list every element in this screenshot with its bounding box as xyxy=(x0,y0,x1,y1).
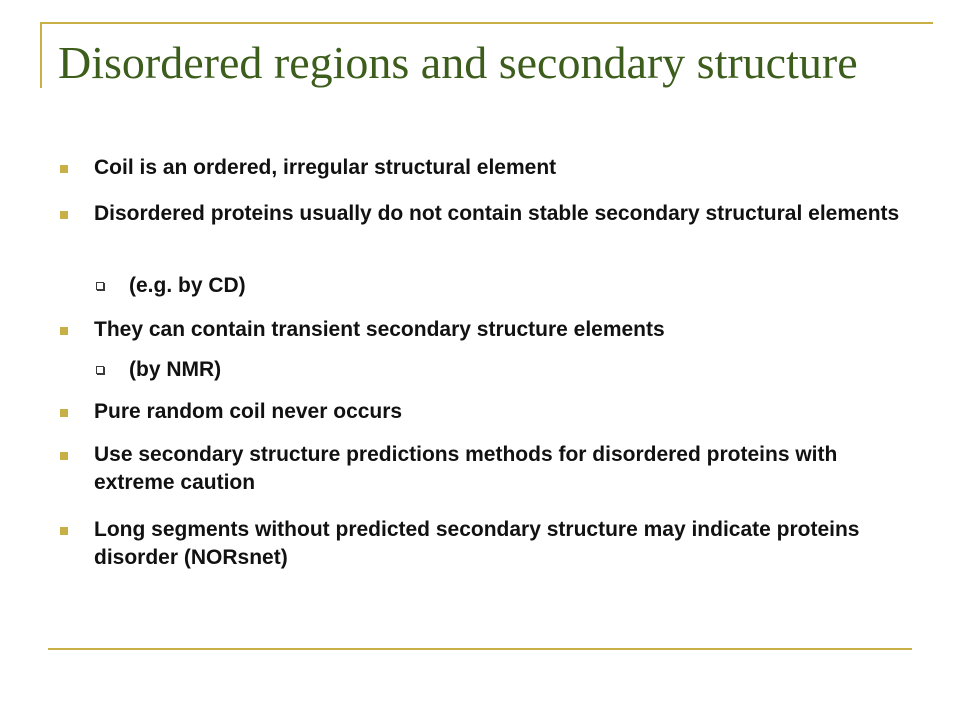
sub-bullet-text: (e.g. by CD) xyxy=(129,274,246,297)
square-bullet-icon xyxy=(60,165,68,173)
bullet-item xyxy=(94,154,904,182)
bullet-text: They can contain transient secondary structure elements xyxy=(94,318,665,341)
bullet-item xyxy=(94,398,904,426)
bullet-item xyxy=(94,316,904,344)
slide-title: Disordered regions and secondary structure xyxy=(58,37,858,88)
bullet-text: Pure random coil never occurs xyxy=(94,400,403,423)
square-bullet-icon xyxy=(60,409,68,417)
square-bullet-icon xyxy=(60,452,68,460)
square-bullet-icon xyxy=(60,327,68,335)
sub-bullet-item xyxy=(129,356,889,384)
bullet-item xyxy=(94,516,904,572)
bullet-text: Use secondary structure predictions methods for disordered proteins with extreme caution xyxy=(94,443,838,494)
hollow-square-bullet-icon xyxy=(96,282,104,290)
left-rule xyxy=(40,22,42,88)
top-rule xyxy=(40,22,933,24)
square-bullet-icon xyxy=(60,211,68,219)
bullet-item xyxy=(94,441,904,497)
bullet-text: Long segments without predicted secondary structure may indicate proteins disorder (NORsnet) xyxy=(94,518,860,569)
hollow-square-bullet-icon xyxy=(96,366,104,374)
square-bullet-icon xyxy=(60,527,68,535)
sub-bullet-text: (by NMR) xyxy=(129,358,222,381)
bullet-text: Disordered proteins usually do not contain stable secondary structural elements xyxy=(94,202,900,225)
bottom-rule xyxy=(48,648,912,650)
bullet-text: Coil is an ordered, irregular structural element xyxy=(94,156,557,179)
sub-bullet-item xyxy=(129,272,889,300)
bullet-item xyxy=(94,200,904,228)
